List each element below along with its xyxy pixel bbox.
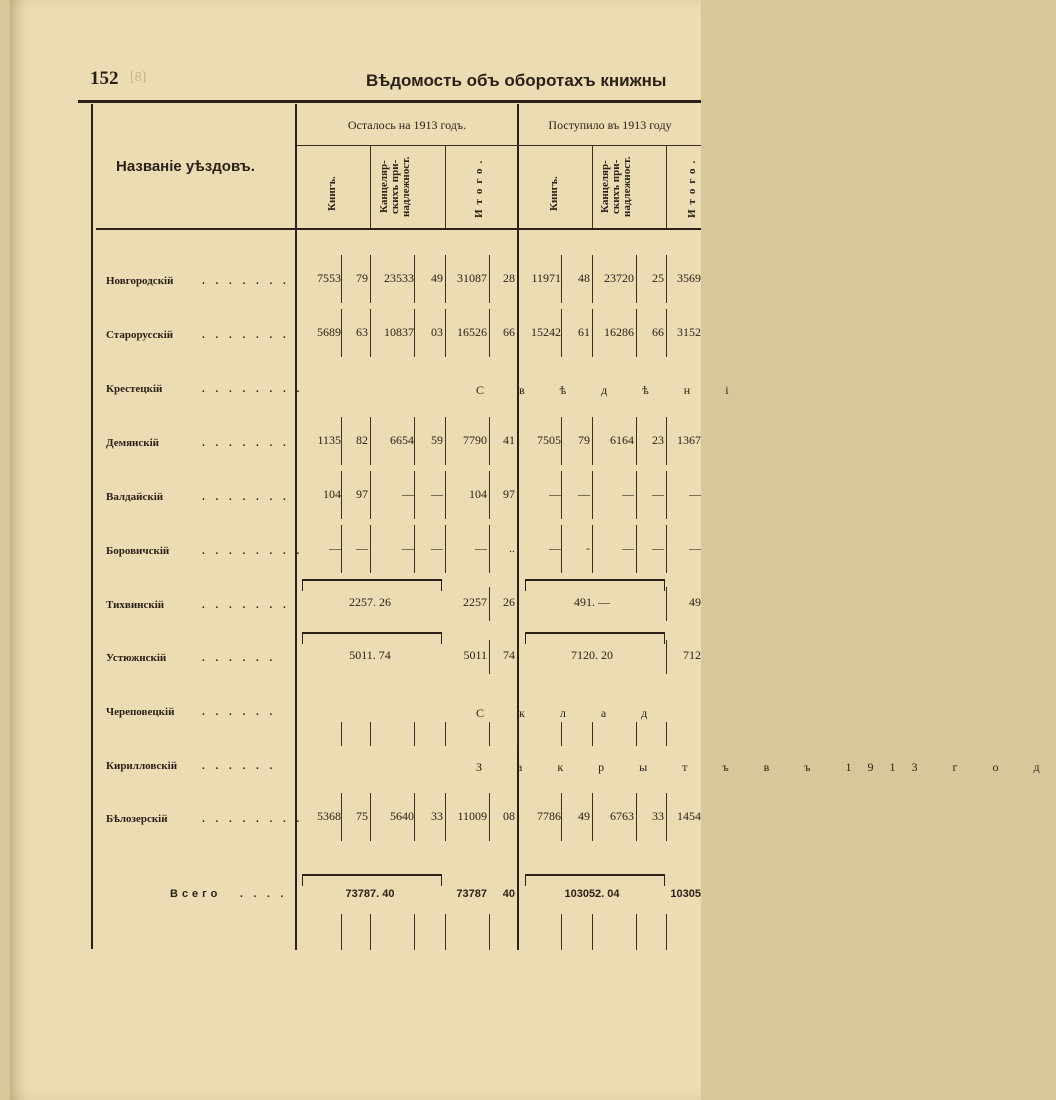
cell-divider [592,255,593,303]
row-leader-dots: . . . . . . . . [202,545,304,557]
header-divider [445,145,446,228]
cell-divider [666,309,667,357]
table-cell: 49 [689,595,701,609]
table-cell: 49 [431,271,443,285]
table-cell: — [356,541,368,555]
cell-divider [370,722,371,746]
table-cell: — [431,541,443,555]
table-cell: 31087 [457,271,487,285]
cell-divider [370,525,371,573]
cell-divider [636,309,637,357]
table-cell: 3569 [677,271,701,285]
cell-divider [666,417,667,465]
cell-divider [489,525,490,573]
table-cell: — [549,541,561,555]
district-name: Тихвинскій [106,599,165,611]
cell-divider [370,471,371,519]
merged-brace [525,632,665,644]
district-name: Устюжнскій [106,652,167,664]
row-leader-dots: . . . . . . . [202,599,290,611]
header-divider [666,145,667,228]
cell-divider [636,722,637,746]
group-header-rule [297,145,701,146]
cell-divider [666,914,667,950]
merged-brace [302,579,442,591]
table-cell: — [652,487,664,501]
running-title: Вѣдомость объ оборотахъ книжны [366,71,667,90]
cell-divider [666,525,667,573]
row-leader-dots: . . . . . . [202,706,277,718]
table-cell: — [402,541,414,555]
row-note: С в ѣ д ѣ н і [476,383,745,397]
cell-divider [666,793,667,841]
row-leader-dots: . . . . . . . [202,437,290,449]
cell-divider [666,471,667,519]
total-cell: 10305 [670,888,701,900]
district-name: Боровичскій [106,545,170,557]
cell-divider [414,417,415,465]
cell-divider [370,417,371,465]
table-cell: 97 [356,487,368,501]
page-number: 152 [90,68,119,89]
cell-divider [445,471,446,519]
total-merged-value: 73787. 40 [345,888,395,900]
table-cell: — [578,487,590,501]
top-rule [78,100,701,103]
cell-divider [341,914,342,950]
cell-divider [414,471,415,519]
cell-divider [414,309,415,357]
table-cell: — [431,487,443,501]
district-name: Крестецкій [106,383,163,395]
table-cell: 59 [431,433,443,447]
table-cell: 1454 [677,809,701,823]
faint-mark: [8] [130,70,147,85]
cell-divider [445,525,446,573]
cell-divider [489,793,490,841]
cell-divider [445,793,446,841]
row-leader-dots: . . . . . . . [202,275,290,287]
cell-divider [561,309,562,357]
table-cell: 1367 [677,433,701,447]
table-cell: 5640 [390,809,414,823]
table-cell: 23720 [604,271,634,285]
total-label: Всего [170,888,222,900]
table-cell: 16286 [604,325,634,339]
cell-divider [666,722,667,746]
cell-divider [445,417,446,465]
books-header-2: Книгъ. [548,176,560,212]
cell-divider [636,255,637,303]
cell-divider [445,914,446,950]
table-cell: 75 [356,809,368,823]
table-cell: 61 [578,325,590,339]
table-cell: — [329,541,341,555]
row-leader-dots: . . . . . . . . [202,383,304,395]
district-name: Череповецкій [106,706,175,718]
merged-value: 5011. 74 [349,648,391,662]
district-name: Валдайскій [106,491,164,503]
cell-divider [445,722,446,746]
cell-divider [414,793,415,841]
cell-divider [636,793,637,841]
merged-value: 2257. 26 [349,595,391,609]
cell-divider [489,417,490,465]
table-cell: 15242 [531,325,561,339]
total-merged-value: 103052. 04 [564,888,620,900]
cell-divider [666,255,667,303]
table-cell: 7786 [537,809,561,823]
table-cell: 2257 [463,595,487,609]
cell-divider [489,587,490,621]
cell-divider [370,309,371,357]
table-cell: — [622,487,634,501]
cell-divider [592,417,593,465]
table-cell: — [689,487,701,501]
group1-title: Осталось на 1913 годъ. [347,118,467,132]
table-cell: 104 [469,487,487,501]
table-cell: 6654 [390,433,414,447]
table-cell: 82 [356,433,368,447]
table-cell: 66 [503,325,515,339]
cell-divider [341,793,342,841]
total-header-2: Итого. [686,155,698,219]
table-cell: 7553 [317,271,341,285]
table-cell: 10837 [384,325,414,339]
merged-brace [302,874,442,886]
total-cell: 73787 [456,888,487,900]
cell-divider [517,722,518,746]
table-cell: .. [509,541,515,555]
cell-divider [561,722,562,746]
table-cell: 08 [503,809,515,823]
cell-divider [445,309,446,357]
cell-divider [561,255,562,303]
row-note: З а к р ы т ъ в ъ 1913 г о д [476,760,1056,774]
cell-divider [666,640,667,674]
header-bottom-rule [96,228,701,230]
table-cell: 03 [431,325,443,339]
cell-divider [561,793,562,841]
total-cell: 40 [502,888,515,900]
merged-brace [525,579,665,591]
table-cell: — [549,487,561,501]
district-name: Старорусскій [106,329,174,341]
cell-divider [561,525,562,573]
cell-divider [414,525,415,573]
cell-divider [489,914,490,950]
table-cell: 28 [503,271,515,285]
row-note: С к л а д [476,706,664,720]
cell-divider [370,914,371,950]
cell-divider [445,255,446,303]
table-cell: 1135 [317,433,341,447]
table-cell: 6164 [610,433,634,447]
table-cell: 33 [431,809,443,823]
cell-divider [370,793,371,841]
cell-divider [592,914,593,950]
cell-divider [341,722,342,746]
group2-title: Поступило въ 1913 году [548,118,672,132]
cell-divider [561,914,562,950]
table-cell: - [586,541,590,555]
table-cell: 26 [503,595,515,609]
table-cell: 11971 [531,271,561,285]
row-leader-dots: . . . . . . . [202,491,290,503]
header-divider [370,145,371,228]
table-cell: 712 [683,648,701,662]
row-leader-dots: . . . . . . [202,652,277,664]
cell-divider [636,471,637,519]
table-cell: 5689 [317,325,341,339]
table-cell: — [402,487,414,501]
table-cell: 33 [652,809,664,823]
total-header: Итого. [473,155,485,219]
cell-divider [489,255,490,303]
table-cell: 5368 [317,809,341,823]
row-leader-dots: . . . . . . [202,760,277,772]
cell-divider [636,914,637,950]
merged-brace [302,632,442,644]
cell-divider [592,722,593,746]
cell-divider [341,471,342,519]
table-cell: — [652,541,664,555]
cell-divider [666,587,667,621]
row-leader-dots: . . . . . . . . [202,813,304,825]
cell-divider [414,914,415,950]
table-cell: 41 [503,433,515,447]
table-cell: 25 [652,271,664,285]
table-cell: 3152 [677,325,701,339]
cell-divider [370,255,371,303]
table-cell: 66 [652,325,664,339]
table-cell: 79 [356,271,368,285]
cell-divider [414,255,415,303]
table-cell: 97 [503,487,515,501]
table-frame-left [91,104,93,949]
table-cell: — [622,541,634,555]
table-cell: 79 [578,433,590,447]
cell-divider [592,309,593,357]
merged-value: 491. — [574,595,610,609]
table-cell: 48 [578,271,590,285]
cell-divider [592,471,593,519]
header-divider [592,145,593,228]
cell-divider [489,640,490,674]
cell-divider [489,309,490,357]
district-column-header: Названіе уѣздовъ. [116,158,255,175]
cell-divider [561,417,562,465]
row-leader-dots: . . . . [240,888,288,900]
cell-divider [636,525,637,573]
cell-divider [489,722,490,746]
table-cell: — [689,541,701,555]
cell-divider [341,309,342,357]
district-name: Демянскій [106,437,159,449]
table-cell: 7505 [537,433,561,447]
district-name: Новгородскій [106,275,174,287]
table-cell: 23 [652,433,664,447]
table-cell: 16526 [457,325,487,339]
table-cell: 49 [578,809,590,823]
district-name: Бѣлозерскій [106,813,168,825]
table-cell: 6763 [610,809,634,823]
table-cell: 23533 [384,271,414,285]
cell-divider [341,417,342,465]
table-cell: 63 [356,325,368,339]
cell-divider [341,255,342,303]
office-supplies-header: Канцеляр- скихъ при- надлежност. [378,156,412,218]
table-cell: 11009 [457,809,487,823]
row-leader-dots: . . . . . . . [202,329,290,341]
table-cell: 5011 [463,648,487,662]
district-name: Кирилловскій [106,760,178,772]
cell-divider [414,722,415,746]
cell-divider [341,525,342,573]
cell-divider [592,525,593,573]
cell-divider [636,417,637,465]
table-cell: 104 [323,487,341,501]
merged-value: 7120. 20 [571,648,613,662]
cell-divider [561,471,562,519]
books-header: Книгъ. [326,176,338,212]
merged-brace [525,874,665,886]
office-supplies-header-2: Канцеляр- скихъ при- надлежност. [599,156,633,218]
cell-divider [592,793,593,841]
table-cell: 7790 [463,433,487,447]
cell-divider [489,471,490,519]
table-cell: 74 [503,648,515,662]
table-cell: — [475,541,487,555]
